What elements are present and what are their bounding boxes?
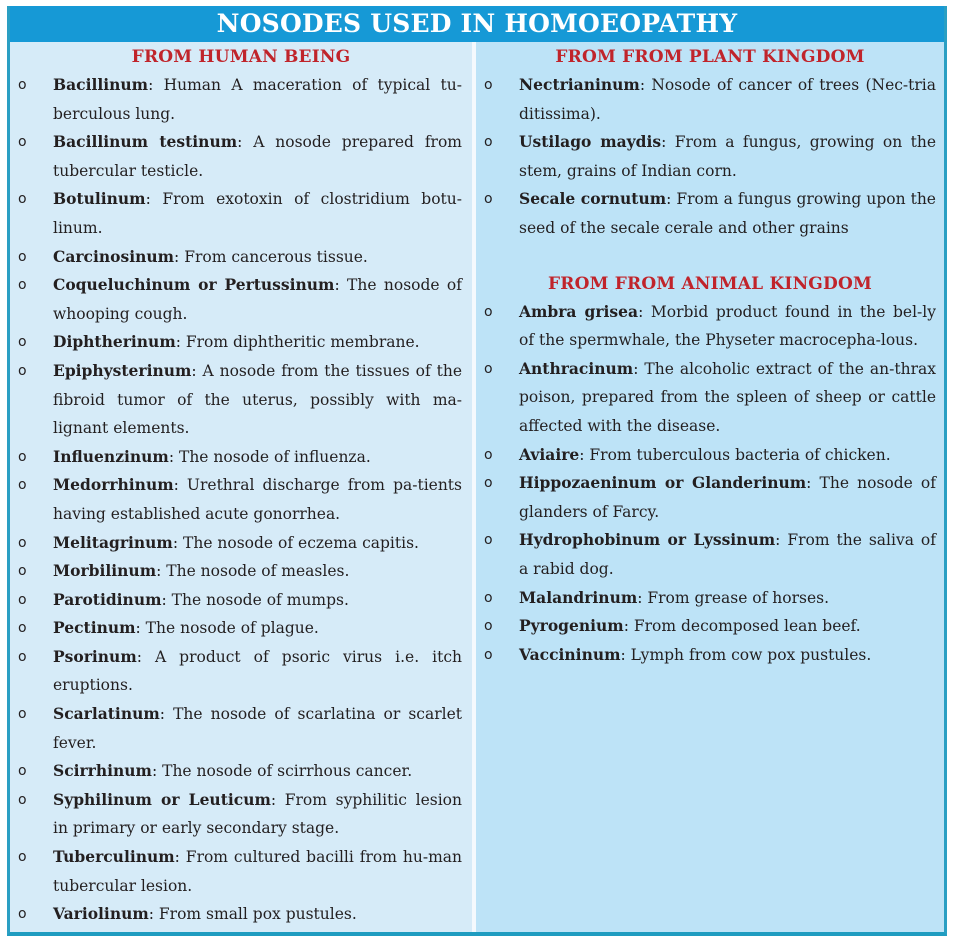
list-item: [476, 185, 944, 242]
list-item: [10, 786, 472, 843]
nosode-description: : The nosode of influenza.: [168, 447, 371, 466]
nosode-description: : The nosode of glanders of Farcy.: [519, 474, 937, 521]
nosode-description: : From syphilitic lesion in primary or early secondary stage.: [53, 790, 462, 838]
list-item: [476, 71, 944, 128]
nosode-name: Psorinum: [53, 646, 137, 666]
nosode-description: : From tuberculous bacteria of chicken.: [579, 445, 891, 464]
nosode-description: : From a fungus growing upon the seed of the secale cerale and other grains: [519, 190, 936, 237]
list-item: [10, 328, 472, 357]
nosode-name: Hippozaeninum or Glanderinum: [519, 473, 807, 493]
nosode-description: : From small pox pustules.: [148, 905, 357, 924]
list-item: [476, 641, 944, 670]
bullet-icon: o: [18, 534, 27, 551]
nosode-name: Pyrogenium: [519, 616, 624, 636]
nosode-description: : The nosode of mumps.: [161, 590, 349, 609]
nosode-description: : Human A maceration of typical tu-berculous lung.: [53, 76, 462, 123]
nosode-name: Hydrophobinum or Lyssinum: [519, 530, 776, 550]
animal-kingdom-heading: FROM FROM ANIMAL KINGDOM: [548, 273, 872, 294]
nosode-name: Syphilinum or Leuticum: [53, 789, 271, 809]
nosode-name: Scarlatinum: [53, 704, 160, 724]
list-item: [476, 355, 944, 441]
human-being-list: [10, 71, 472, 929]
bullet-icon: o: [18, 791, 27, 808]
list-item: [10, 471, 472, 528]
list-item: [10, 757, 472, 786]
list-item: [476, 298, 944, 355]
nosode-description: : From a fungus, growing on the stem, grains of Indian corn.: [519, 133, 936, 180]
list-item: [10, 614, 472, 643]
list-item: [476, 128, 944, 185]
columns-container: [10, 42, 944, 932]
bullet-icon: o: [18, 77, 27, 93]
nosode-name: Parotidinum: [53, 589, 162, 609]
nosode-description: : From decomposed lean beef.: [623, 617, 861, 636]
nosode-name: Anthracinum: [519, 358, 634, 378]
nosode-description: : A product of psoric virus i.e. itch eruptions.: [53, 647, 462, 695]
list-item: [10, 700, 472, 757]
human-being-column: [10, 42, 476, 932]
nosode-name: Medorrhinum: [53, 475, 174, 495]
nosode-name: Epiphysterinum: [53, 360, 192, 380]
nosode-description: : Morbid product found in the bel-ly of the spermwhale, the Physeter macrocepha-lous.: [519, 302, 936, 350]
bullet-icon: o: [18, 648, 27, 665]
bullet-icon: o: [484, 532, 493, 549]
nosode-description: : The nosode of eczema capitis.: [172, 533, 419, 552]
bullet-icon: o: [484, 134, 493, 151]
list-item: [10, 185, 472, 242]
list-item: [476, 584, 944, 613]
bullet-icon: o: [484, 618, 493, 635]
nosode-description: : The nosode of measles.: [156, 562, 350, 581]
nosode-name: Scirrhinum: [53, 761, 152, 781]
bullet-icon: o: [18, 134, 27, 151]
list-item: [10, 443, 472, 472]
nosode-name: Ustilago maydis: [519, 132, 662, 152]
nosode-name: Carcinosinum: [53, 246, 175, 266]
bullet-icon: o: [18, 763, 27, 780]
nosode-name: Morbilinum: [53, 561, 157, 581]
nosode-description: : From diphtheritic membrane.: [175, 333, 420, 352]
list-item: [10, 643, 472, 700]
plant-kingdom-list: [476, 71, 944, 243]
nosode-description: : Nosode of cancer of trees (Nec-tria ditissima).: [519, 76, 936, 123]
nosode-description: : A nosode prepared from tubercular testicle.: [53, 133, 462, 180]
list-item: [10, 71, 472, 128]
list-item: [10, 586, 472, 615]
list-item: [10, 271, 472, 328]
nosode-description: : The nosode of plague.: [135, 619, 319, 638]
bullet-icon: o: [18, 849, 27, 866]
bullet-icon: o: [484, 77, 493, 93]
list-item: [476, 469, 944, 526]
bullet-icon: o: [18, 191, 27, 208]
nosode-name: Tuberculinum: [53, 847, 175, 867]
bullet-icon: o: [18, 448, 27, 465]
list-item: [10, 843, 472, 900]
bullet-icon: o: [484, 446, 493, 463]
nosode-description: : From the saliva of a rabid dog.: [519, 531, 936, 578]
list-item: [476, 441, 944, 470]
nosode-description: : The alcoholic extract of the an-thrax poison, prepared from the spleen of sheep or cattle affected with the disease.: [519, 359, 936, 435]
page-title: NOSODES USED IN HOMOEOPATHY: [10, 6, 944, 42]
nosode-name: Bacillinum testinum: [53, 132, 238, 152]
bullet-icon: o: [484, 589, 493, 606]
bullet-icon: o: [18, 334, 27, 351]
nosode-name: Influenzinum: [53, 446, 169, 466]
nosode-description: : Lymph from cow pox pustules.: [620, 645, 872, 664]
nosodes-table: [7, 6, 947, 936]
bullet-icon: o: [18, 477, 27, 494]
bullet-icon: o: [18, 591, 27, 608]
bullet-icon: o: [18, 620, 27, 637]
bullet-icon: o: [484, 303, 493, 320]
nosode-description: : The nosode of whooping cough.: [53, 276, 463, 323]
nosode-name: Ambra grisea: [519, 301, 639, 321]
animal-kingdom-list: [476, 298, 944, 670]
section-spacer: [476, 243, 944, 271]
bullet-icon: o: [18, 706, 27, 723]
bullet-icon: o: [484, 646, 493, 663]
nosode-name: Bacillinum: [53, 75, 149, 94]
human-being-heading: FROM HUMAN BEING: [131, 47, 351, 67]
nosode-name: Secale cornutum: [519, 189, 667, 209]
bullet-icon: o: [18, 277, 27, 294]
list-item: [476, 612, 944, 641]
plant-animal-column: [476, 42, 944, 932]
plant-kingdom-heading: FROM FROM PLANT KINGDOM: [555, 47, 865, 67]
nosode-description: : A nosode from the tissues of the fibroid tumor of the uterus, possibly with ma-lignant elements.: [53, 361, 462, 438]
bullet-icon: o: [18, 362, 27, 379]
nosode-description: : From cancerous tissue.: [174, 247, 368, 266]
nosode-name: Aviaire: [519, 444, 580, 464]
list-item: [476, 526, 944, 583]
nosode-name: Diphtherinum: [53, 332, 176, 352]
nosode-description: : From grease of horses.: [637, 588, 830, 607]
list-item: [10, 557, 472, 586]
list-item: [10, 357, 472, 443]
bullet-icon: o: [18, 248, 27, 265]
list-item: [10, 243, 472, 272]
nosode-name: Coqueluchinum or Pertussinum: [53, 275, 335, 295]
nosode-name: Nectrianinum: [519, 75, 640, 94]
nosode-description: : The nosode of scirrhous cancer.: [151, 762, 413, 781]
nosode-name: Variolinum: [53, 904, 149, 924]
bullet-icon: o: [18, 906, 27, 923]
nosode-name: Vaccininum: [519, 644, 621, 664]
list-item: [10, 128, 472, 185]
list-item: [10, 900, 472, 929]
list-item: [10, 529, 472, 558]
nosode-name: Pectinum: [53, 618, 136, 638]
nosode-description: : Urethral discharge from pa-tients having established acute gonorrhea.: [53, 476, 462, 523]
bullet-icon: o: [484, 191, 493, 208]
nosode-description: : From exotoxin of clostridium botu-linum.: [53, 190, 462, 237]
nosode-description: : The nosode of scarlatina or scarlet fever.: [53, 705, 462, 752]
bullet-icon: o: [484, 475, 493, 492]
bullet-icon: o: [484, 360, 493, 377]
nosode-description: : From cultured bacilli from hu-man tubercular lesion.: [53, 848, 462, 895]
nosode-name: Malandrinum: [519, 587, 638, 607]
nosode-name: Botulinum: [53, 189, 146, 209]
nosode-name: Melitagrinum: [53, 532, 173, 552]
bullet-icon: o: [18, 563, 27, 580]
